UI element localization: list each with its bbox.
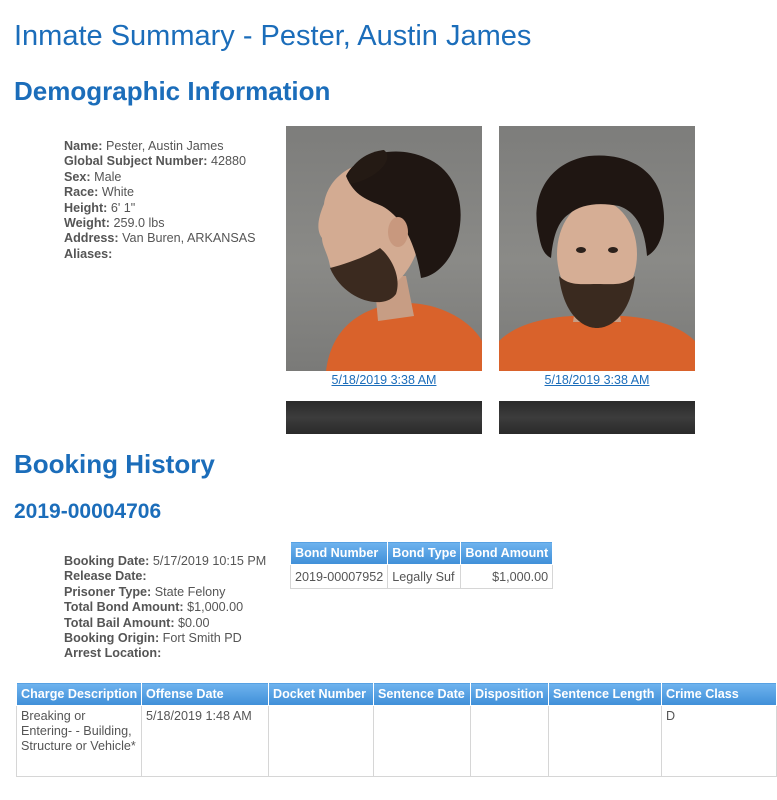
page-title: Inmate Summary - Pester, Austin James xyxy=(14,20,532,52)
sex-row xyxy=(64,170,256,185)
booking-date-value: 5/17/2019 10:15 PM xyxy=(152,554,267,568)
booking-date-label: Booking Date: xyxy=(64,554,150,568)
name-label: Name: xyxy=(64,139,103,153)
prisoner-type-label: Prisoner Type: xyxy=(64,584,152,599)
profile-photo-bar xyxy=(286,401,482,434)
bond-type-cell: Legally Suf xyxy=(388,565,461,589)
address-label: Address: xyxy=(64,231,119,246)
profile-mugshot[interactable] xyxy=(286,126,482,371)
bond-number-cell: 2019-00007952 xyxy=(291,565,388,589)
booking-info-list xyxy=(64,554,266,662)
name-row xyxy=(64,139,256,154)
table-row xyxy=(291,565,553,589)
release-date-row xyxy=(64,569,266,584)
arrest-location-row xyxy=(64,646,266,661)
charge-description-cell: Breaking or Entering- - Building, Structure or Vehicle* xyxy=(17,706,142,777)
subject-number-value: 42880 xyxy=(210,154,246,169)
prisoner-type-row xyxy=(64,585,266,600)
height-row xyxy=(64,201,256,216)
offense-date-header[interactable]: Offense Date xyxy=(142,683,269,706)
race-value: White xyxy=(101,185,135,200)
front-mugshot-art xyxy=(499,126,695,371)
disposition-cell xyxy=(471,706,549,777)
height-value: 6' 1" xyxy=(110,200,136,215)
profile-photo-block xyxy=(286,126,482,434)
race-label: Race: xyxy=(64,185,99,200)
weight-label: Weight: xyxy=(64,216,110,231)
charge-table xyxy=(16,682,777,777)
demographic-info-list xyxy=(64,139,256,262)
crime-class-cell: D xyxy=(662,706,777,777)
weight-row xyxy=(64,216,256,231)
total-bond-label: Total Bond Amount: xyxy=(64,600,184,615)
height-label: Height: xyxy=(64,200,108,215)
arrest-location-label: Arrest Location: xyxy=(64,646,162,661)
race-row xyxy=(64,185,256,200)
sex-value: Male xyxy=(94,169,122,184)
bond-table xyxy=(290,541,553,589)
bond-amount-cell: $1,000.00 xyxy=(461,565,553,589)
profile-mugshot-art xyxy=(286,126,482,371)
offense-date-cell: 5/18/2019 1:48 AM xyxy=(142,706,269,777)
docket-number-cell xyxy=(269,706,374,777)
sentence-date-cell xyxy=(374,706,471,777)
bond-type-header[interactable]: Bond Type xyxy=(388,542,461,565)
table-row xyxy=(17,706,777,777)
bond-table-header-row xyxy=(291,542,553,565)
charge-table-header-row xyxy=(17,683,777,706)
charge-table-scroll[interactable] xyxy=(16,682,739,777)
aliases-label: Aliases: xyxy=(64,246,113,261)
bond-number-header[interactable]: Bond Number xyxy=(291,542,388,565)
total-bond-value: $1,000.00 xyxy=(187,600,244,615)
booking-number: 2019-00004706 xyxy=(14,500,162,523)
booking-origin-row xyxy=(64,631,266,646)
booking-origin-value: Fort Smith PD xyxy=(162,631,242,646)
front-photo-block xyxy=(499,126,695,434)
front-mugshot[interactable] xyxy=(499,126,695,371)
sentence-date-header[interactable]: Sentence Date xyxy=(374,683,471,706)
name-value: Pester, Austin James xyxy=(106,139,224,153)
total-bond-row xyxy=(64,600,266,615)
disposition-header[interactable]: Disposition xyxy=(471,683,549,706)
subject-number-row xyxy=(64,154,256,169)
subject-number-label: Global Subject Number: xyxy=(64,154,208,169)
address-value: Van Buren, ARKANSAS xyxy=(122,231,256,246)
docket-number-header[interactable]: Docket Number xyxy=(269,683,374,706)
crime-class-header[interactable]: Crime Class xyxy=(662,683,777,706)
front-photo-date-link[interactable]: 5/18/2019 3:38 AM xyxy=(544,373,650,387)
charge-description-header[interactable]: Charge Description xyxy=(17,683,142,706)
booking-origin-label: Booking Origin: xyxy=(64,631,160,646)
profile-photo-date-link[interactable]: 5/18/2019 3:38 AM xyxy=(331,373,437,387)
weight-value: 259.0 lbs xyxy=(113,216,165,231)
booking-date-row xyxy=(64,554,266,569)
aliases-row xyxy=(64,247,256,262)
prisoner-type-value: State Felony xyxy=(154,584,226,599)
demographic-section-title: Demographic Information xyxy=(14,76,331,106)
sex-label: Sex: xyxy=(64,169,91,184)
bond-amount-header[interactable]: Bond Amount xyxy=(461,542,553,565)
sentence-length-cell xyxy=(549,706,662,777)
sentence-length-header[interactable]: Sentence Length xyxy=(549,683,662,706)
total-bail-row xyxy=(64,616,266,631)
address-row xyxy=(64,231,256,246)
front-photo-bar xyxy=(499,401,695,434)
booking-section-title: Booking History xyxy=(14,449,215,479)
total-bail-value: $0.00 xyxy=(178,615,210,630)
release-date-label: Release Date: xyxy=(64,569,147,584)
total-bail-label: Total Bail Amount: xyxy=(64,615,175,630)
